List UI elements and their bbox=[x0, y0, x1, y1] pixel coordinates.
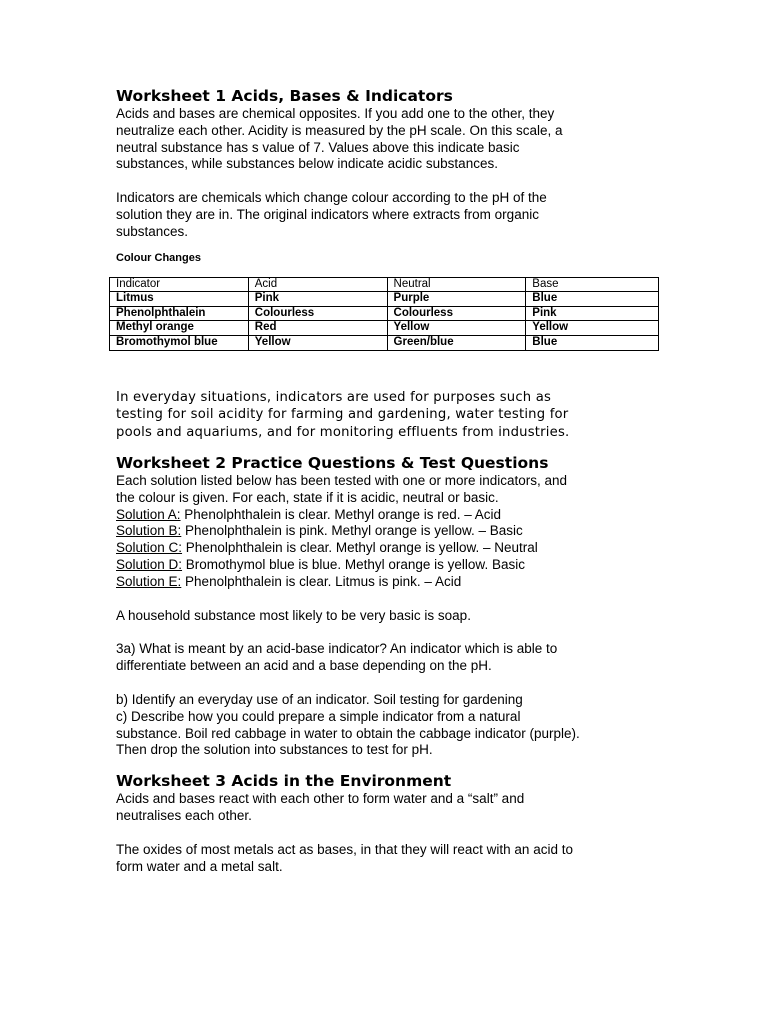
text-line: Indicators are chemicals which change colour according to the pH of the bbox=[116, 190, 547, 206]
table-cell: Green/blue bbox=[387, 335, 526, 350]
text-line: substance. Boil red cabbage in water to obtain the cabbage indicator (purple). bbox=[116, 725, 580, 741]
table-cell: Bromothymol blue bbox=[110, 335, 249, 350]
solution-item bbox=[116, 523, 523, 538]
table-cell: Colourless bbox=[387, 306, 526, 321]
table-cell: Purple bbox=[387, 292, 526, 307]
text-line: neutral substance has s value of 7. Values above this indicate basic bbox=[116, 139, 520, 155]
ws3-paragraph-2 bbox=[116, 842, 656, 876]
table-header-cell: Neutral bbox=[387, 277, 526, 292]
solution-item bbox=[116, 507, 501, 522]
worksheet-3-heading: Worksheet 3 Acids in the Environment bbox=[116, 772, 452, 791]
table-cell: Litmus bbox=[110, 292, 249, 307]
worksheet-1-heading: Worksheet 1 Acids, Bases & Indicators bbox=[116, 87, 453, 105]
solution-text: Phenolphthalein is clear. Methyl orange is yellow. – Neutral bbox=[182, 540, 538, 556]
text-line: Each solution listed below has been tested with one or more indicators, and bbox=[116, 473, 568, 489]
everyday-uses-paragraph bbox=[116, 389, 646, 442]
table-header-cell: Base bbox=[526, 277, 659, 292]
household-answer: A household substance most likely to be very basic is soap. bbox=[116, 607, 471, 623]
table-cell: Yellow bbox=[248, 335, 387, 350]
text-line: The oxides of most metals act as bases, in that they will react with an acid to bbox=[116, 841, 573, 857]
table-cell: Blue bbox=[526, 335, 659, 350]
table-row bbox=[110, 321, 659, 336]
table-header-cell: Acid bbox=[248, 277, 387, 292]
ws2-intro bbox=[116, 473, 656, 507]
solution-item bbox=[116, 540, 538, 555]
table-cell: Red bbox=[248, 321, 387, 336]
table-cell: Colourless bbox=[248, 306, 387, 321]
table-row bbox=[110, 335, 659, 350]
solution-label: Solution B: bbox=[116, 523, 182, 539]
table-cell: Pink bbox=[248, 292, 387, 307]
solution-text: Phenolphthalein is pink. Methyl orange is yellow. – Basic bbox=[181, 523, 523, 539]
solution-text: Bromothymol blue is blue. Methyl orange is yellow. Basic bbox=[182, 557, 525, 573]
solution-text: Phenolphthalein is clear. Methyl orange is red. – Acid bbox=[180, 506, 501, 522]
solution-list bbox=[116, 507, 656, 591]
table-cell: Blue bbox=[526, 292, 659, 307]
text-line: pools and aquariums, and for monitoring effluents from industries. bbox=[116, 424, 570, 440]
table-cell: Phenolphthalein bbox=[110, 306, 249, 321]
solution-label: Solution D: bbox=[116, 557, 183, 573]
text-line: neutralises each other. bbox=[116, 808, 252, 823]
table-row bbox=[110, 292, 659, 307]
solution-item bbox=[116, 557, 525, 572]
text-line: b) Identify an everyday use of an indicator. Soil testing for gardening bbox=[116, 692, 523, 708]
text-line: substances. bbox=[116, 223, 189, 239]
colour-changes-table bbox=[109, 277, 659, 351]
table-cell: Yellow bbox=[526, 321, 659, 336]
questions-b-c bbox=[116, 692, 656, 759]
text-line: Acids and bases react with each other to form water and a “salt” and bbox=[116, 791, 525, 807]
table-header-row bbox=[110, 277, 659, 292]
table-caption: Colour Changes bbox=[116, 251, 201, 264]
text-line: 3a) What is meant by an acid-base indicator? An indicator which is able to bbox=[116, 641, 558, 657]
table-row bbox=[110, 306, 659, 321]
worksheet-2-heading: Worksheet 2 Practice Questions & Test Questions bbox=[116, 454, 549, 473]
solution-label: Solution C: bbox=[116, 540, 183, 556]
text-line: substances, while substances below indicate acidic substances. bbox=[116, 156, 498, 172]
ws1-paragraph-2 bbox=[116, 190, 656, 240]
text-line: solution they are in. The original indicators where extracts from organic bbox=[116, 206, 539, 222]
table-cell: Methyl orange bbox=[110, 321, 249, 336]
table-header-cell: Indicator bbox=[110, 277, 249, 292]
question-3a bbox=[116, 641, 656, 675]
ws1-paragraph-1 bbox=[116, 106, 656, 173]
table-cell: Yellow bbox=[387, 321, 526, 336]
table-cell: Pink bbox=[526, 306, 659, 321]
text-line: In everyday situations, indicators are used for purposes such as bbox=[116, 389, 552, 405]
solution-text: Phenolphthalein is clear. Litmus is pink. – Acid bbox=[181, 573, 462, 589]
text-line: Then drop the solution into substances to test for pH. bbox=[116, 742, 433, 758]
text-line: the colour is given. For each, state if it is acidic, neutral or basic. bbox=[116, 489, 499, 505]
text-line: Acids and bases are chemical opposites. If you add one to the other, they bbox=[116, 106, 555, 121]
solution-label: Solution E: bbox=[116, 573, 182, 589]
text-line: form water and a metal salt. bbox=[116, 858, 283, 874]
solution-item bbox=[116, 574, 461, 589]
text-line: testing for soil acidity for farming and gardening, water testing for bbox=[116, 407, 569, 423]
worksheet-page bbox=[116, 86, 656, 875]
text-line: differentiate between an acid and a base depending on the pH. bbox=[116, 658, 492, 674]
text-line: c) Describe how you could prepare a simple indicator from a natural bbox=[116, 708, 521, 724]
solution-label: Solution A: bbox=[116, 506, 181, 522]
ws3-paragraph-1 bbox=[116, 791, 656, 825]
text-line: neutralize each other. Acidity is measured by the pH scale. On this scale, a bbox=[116, 122, 563, 138]
